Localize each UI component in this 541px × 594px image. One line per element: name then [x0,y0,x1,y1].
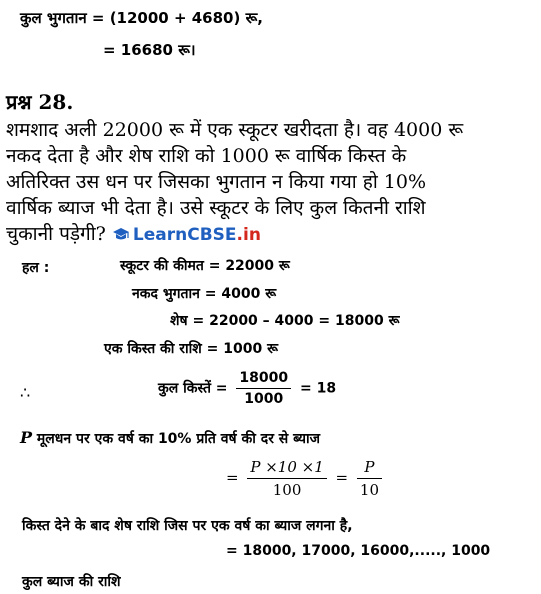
total-installments-label: कुल किस्तें = [158,380,228,397]
solution-label: हल : [22,260,50,276]
simplified-fraction [357,458,382,499]
watermark-tld: .in [236,225,261,245]
balance-amount: शेष = 22000 – 4000 = 18000 रू [170,313,400,329]
therefore-symbol: ∴ [20,383,31,402]
formula-equals-1: = [226,468,239,487]
principal-variable: P [20,428,33,447]
total-payment-result: = 16680 रू। [103,41,196,59]
balance-sequence: = 18000, 17000, 16000,....., 1000 [226,543,491,559]
interest-fraction [247,458,326,499]
question-line-3: अतिरिक्त उस धन पर जिसका भुगतान न किया गया हो 10% [6,171,427,193]
question-line-2: नकद देता है और शेष राशि को 1000 रू वार्षिक किस्त के [6,145,407,167]
total-payment-label: कुल भुगतान [20,9,87,27]
scooter-price: स्कूटर की कीमत = 22000 रू [120,258,290,274]
simplified-denominator: 10 [359,481,379,499]
remaining-balance-statement: किस्त देने के बाद शेष राशि जिस पर एक वर्ष का ब्याज लगना है, [22,518,353,534]
interest-statement [20,428,320,448]
interest-text: मूलधन पर एक वर्ष का 10% प्रति वर्ष की दर से ब्याज [36,431,320,447]
question-line-1: शमशाद अली 22000 रू में एक स्कूटर खरीदता है। वह 4000 रू [6,119,464,141]
graduation-cap-icon [112,227,130,243]
question-line-5 [6,220,261,246]
installments-denominator: 1000 [244,391,284,407]
question-heading: प्रश्न 28. [6,90,74,114]
installments-fraction [236,370,291,407]
interest-denominator: 100 [272,481,302,499]
question-line-4: वार्षिक ब्याज भी देता है। उसे स्कूटर के लिए कुल कितनी राशि [6,197,426,219]
question-line-5-text: चुकानी पड़ेगी? [6,223,106,245]
installments-result: = 18 [300,380,337,397]
installment-amount: एक किस्त की राशि = 1000 रू [104,341,278,357]
cash-payment: नकद भुगतान = 4000 रू [132,286,277,302]
learncbse-watermark [112,225,261,245]
formula-equals-2: = [335,468,349,487]
installments-numerator: 18000 [236,370,291,389]
interest-numerator: P ×10 ×1 [247,458,326,479]
simplified-numerator: P [357,458,382,479]
total-payment-line [20,8,263,28]
total-payment-expression: = (12000 + 4680) रू, [91,9,263,27]
total-interest-label: कुल ब्याज की राशि [22,574,121,590]
total-installments-equation [158,370,336,407]
interest-formula [226,458,386,499]
watermark-brand: LearnCBSE [132,225,237,245]
